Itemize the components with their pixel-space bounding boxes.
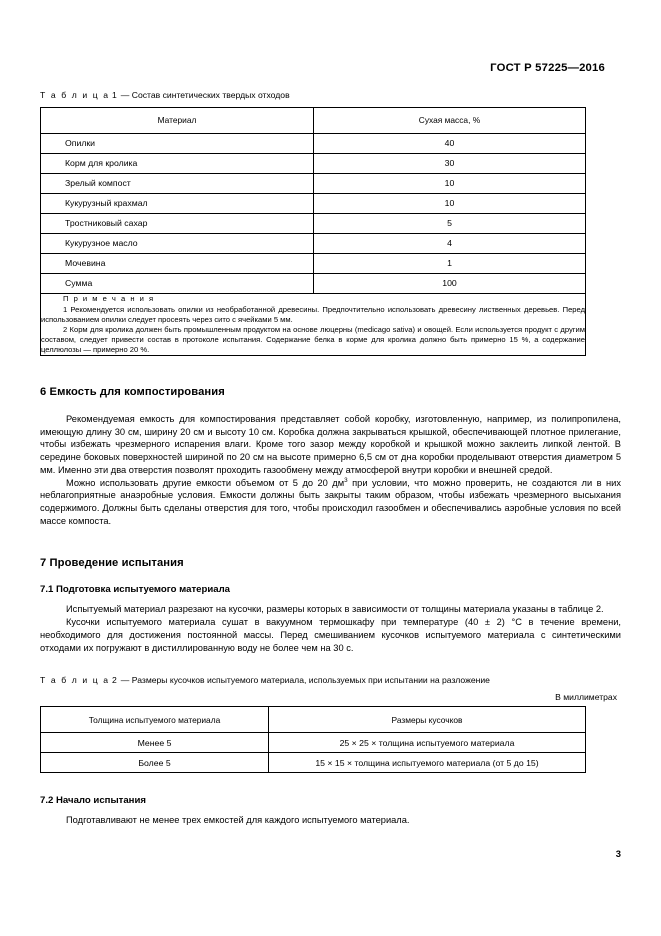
table1-caption-number: 1 — [111, 90, 119, 100]
table2-caption-label: Т а б л и ц а — [40, 675, 110, 686]
table1-caption-label: Т а б л и ц а — [40, 90, 110, 100]
section-6-paragraph-1: Рекомендуемая емкость для компостирования представляет собой коробку, изготовленную, например, из полипропилена, имеющую длину 30 см, ширину 20 см и высоту 10 см. Коробка должна закрываться крышкой, обеспечивающей плотное прилегание, чтобы избежать чрезмерного испарения влаги. Кроме того зазор между коробкой и крышкой можно заклеить липкой лентой. В середине боковых поверхностей шириной по 20 см на высоте примерно 6,5 см от дна коробки проделывают отверстия диаметром 5 мм. Именно эти два отверстия позволят проходить газообмену между атмосферой внутри коробки и внешней средой. — [40, 413, 621, 475]
section-7-1-heading: 7.1 Подготовка испытуемого материала — [40, 584, 231, 596]
table1-notes — [41, 293, 586, 355]
table2-cell-thickness: Более 5 — [41, 753, 269, 773]
section-7-2-heading: 7.2 Начало испытания — [40, 795, 146, 807]
standard-number: ГОСТ Р 57225—2016 — [490, 62, 605, 74]
table2-caption-dash: — — [120, 675, 130, 686]
table1-notes-row — [41, 293, 586, 355]
table1-cell-material: Кукурузное масло — [41, 233, 314, 253]
table-row-total — [41, 273, 586, 293]
table1-cell-material: Опилки — [41, 133, 314, 153]
section-6-heading: 6 Емкость для компостирования — [40, 385, 225, 398]
table1-cell-mass: 5 — [314, 213, 586, 233]
table2 — [40, 706, 586, 773]
table1 — [40, 107, 586, 356]
table1-cell-mass: 100 — [314, 273, 586, 293]
table2-cell-size: 15 × 15 × толщина испытуемого материала (от 5 до 15) — [269, 753, 586, 773]
table2-header-row — [41, 707, 586, 733]
table1-header-row — [41, 107, 586, 133]
table1-cell-material: Кукурузный крахмал — [41, 193, 314, 213]
table-row — [41, 153, 586, 173]
table-row — [41, 173, 586, 193]
table-row — [41, 253, 586, 273]
table2-col-thickness: Толщина испытуемого материала — [41, 707, 269, 733]
table1-cell-mass: 10 — [314, 193, 586, 213]
table1-cell-material: Зрелый компост — [41, 173, 314, 193]
table1-cell-mass: 4 — [314, 233, 586, 253]
table2-caption-number: 2 — [111, 675, 119, 686]
table1-cell-material: Сумма — [41, 273, 314, 293]
page-content — [40, 90, 621, 827]
table2-caption — [40, 675, 621, 686]
table-row — [41, 753, 586, 773]
table1-cell-material: Корм для кролика — [41, 153, 314, 173]
section-7-1-paragraph-2: Кусочки испытуемого материала сушат в вакуумном термошкафу при температуре (40 ± 2) °С в течение времени, необходимого для достижения постоянной массы. Перед смешиванием кусочков испытуемого материала с синтетическими отходами их погружают в дистиллированную воду не более чем на 30 с. — [40, 617, 621, 653]
page-number: 3 — [615, 848, 621, 859]
table1-cell-mass: 1 — [314, 253, 586, 273]
table1-cell-mass: 40 — [314, 133, 586, 153]
cubic-superscript: 3 — [344, 476, 348, 484]
table1-caption-title: Состав синтетических твердых отходов — [131, 90, 290, 100]
table1-caption-dash: — — [120, 90, 130, 100]
section-7-2-paragraph-1: Подготавливают не менее трех емкостей для каждого испытуемого материала. — [66, 815, 410, 826]
running-header — [490, 62, 605, 74]
notes-title: П р и м е ч а н и я — [63, 293, 155, 303]
section-7-heading: 7 Проведение испытания — [40, 557, 184, 570]
table1-col-material: Материал — [41, 107, 314, 133]
table2-caption-title: Размеры кусочков испытуемого материала, используемых при испытании на разложение — [131, 675, 490, 686]
section-6-p2-pre: Можно использовать другие емкости объемом от 5 до 20 дм — [66, 477, 345, 488]
table1-cell-material: Мочевина — [41, 253, 314, 273]
table-row — [41, 213, 586, 233]
section-6-p2-post: при условии, что можно проверить, не создаются ли в них неблагоприятные анаэробные условия. Емкости должны быть закрыты таким образом, чтобы избежать чрезмерного высыхания содержимого. Должны быть сделаны отверстия для того, чтобы происходил газообмен и обеспечивались аэробные условия по всей массе компоста. — [40, 477, 621, 526]
table1-cell-mass: 10 — [314, 173, 586, 193]
table2-units: В миллиметрах — [555, 692, 617, 703]
table2-col-size: Размеры кусочков — [269, 707, 586, 733]
table1-cell-material: Тростниковый сахар — [41, 213, 314, 233]
table1-col-mass: Сухая масса, % — [314, 107, 586, 133]
section-7-1-paragraph-1: Испытуемый материал разрезают на кусочки, размеры которых в зависимости от толщины материала указаны в таблице 2. — [66, 604, 604, 615]
note-item-2: 2 Корм для кролика должен быть промышленным продуктом на основе люцерны (medicago sativa) и овощей. Если используется продукт с другим составом, следует привести состав в протоколе испытания. Содержание белка в корме для кролика должно быть примерно 15 %, а содержание целлюлозы — примерно 20 %. — [41, 324, 585, 354]
table2-cell-thickness: Менее 5 — [41, 733, 269, 753]
table-row — [41, 133, 586, 153]
table1-cell-mass: 30 — [314, 153, 586, 173]
table-row — [41, 733, 586, 753]
table1-caption — [40, 90, 621, 101]
section-6-paragraph-2 — [40, 477, 621, 528]
table-row — [41, 193, 586, 213]
table2-cell-size: 25 × 25 × толщина испытуемого материала — [269, 733, 586, 753]
table-row — [41, 233, 586, 253]
note-item-1: 1 Рекомендуется использовать опилки из необработанной древесины. Предпочтительно использовать древесину лиственных деревьев. Перед использованием опилки следует просеять через сито с ячейками 5 мм. — [41, 304, 585, 324]
